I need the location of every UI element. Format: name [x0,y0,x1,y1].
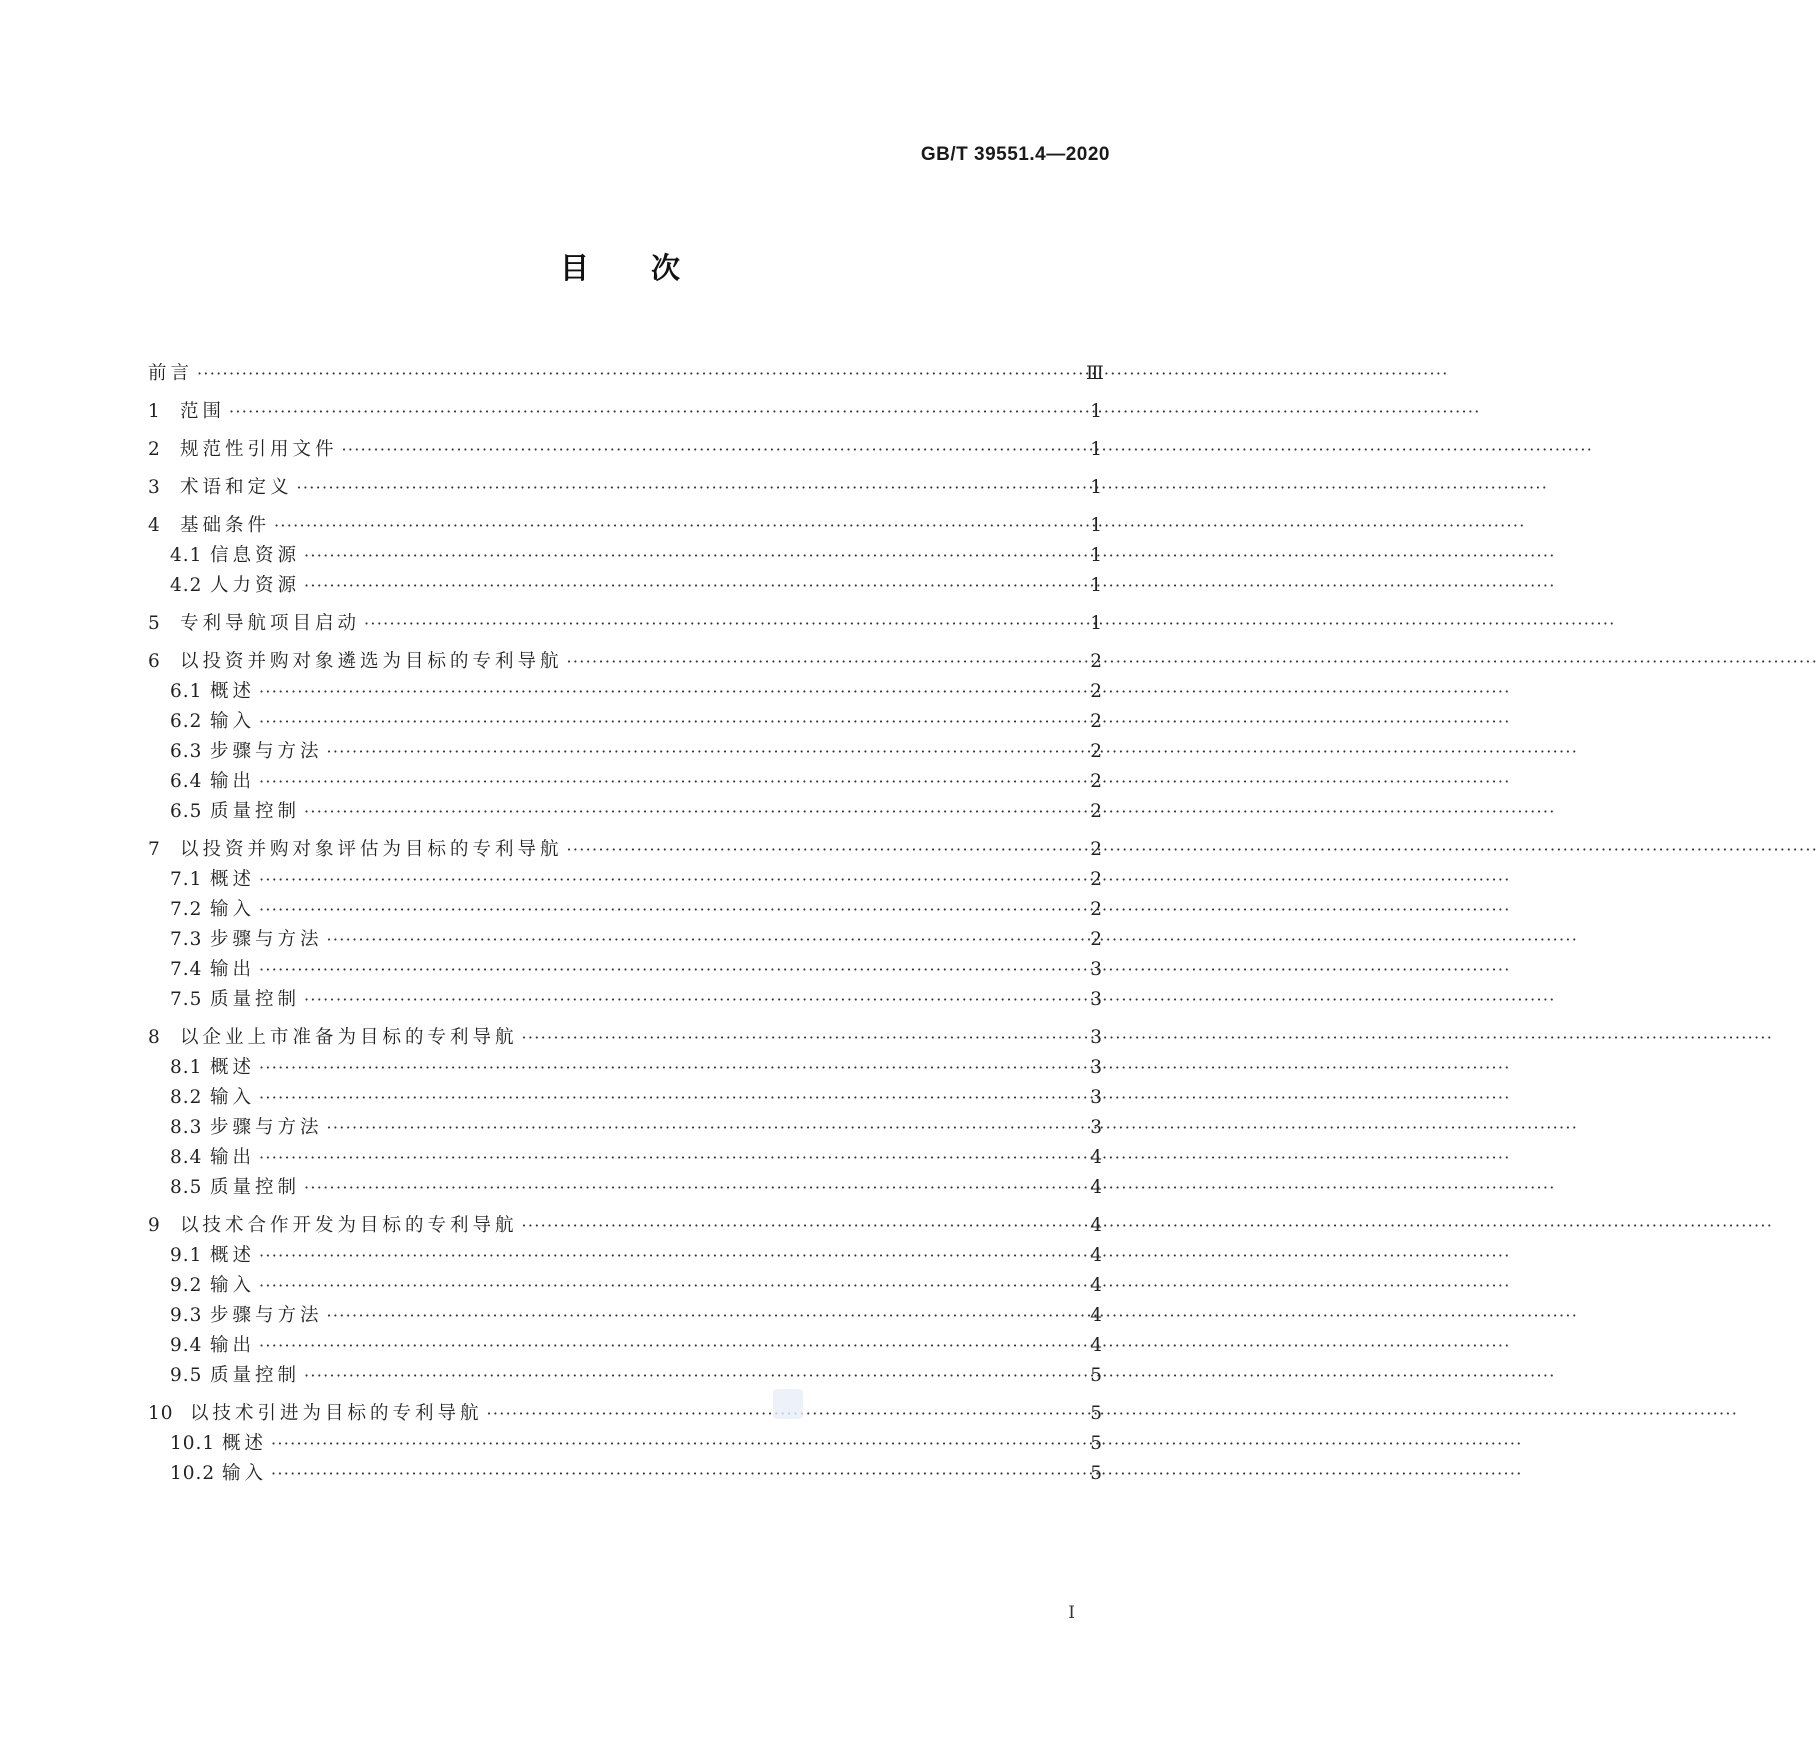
toc-entry-number: 6 [148,651,161,672]
toc-entry-page: 4 [1090,1147,1102,1168]
toc-leader-dots [259,868,1082,892]
toc-entry-label: 输入 [222,1463,268,1484]
toc-entry-page: 3 [1090,1027,1102,1048]
toc-entry[interactable] [148,1146,1102,1170]
toc-entry-page: 5 [1090,1463,1102,1484]
toc-leader-dots [259,898,1082,922]
toc-entry[interactable] [148,1402,1102,1426]
toc-entry[interactable] [148,362,1102,386]
toc-entry-label: 以投资并购对象评估为目标的专利导航 [180,839,563,860]
toc-entry-label: 质量控制 [210,1177,301,1198]
toc-entry-label: 概述 [210,1057,256,1078]
toc-entry-label: 概述 [210,869,256,890]
toc-entry-number: 3 [148,477,161,498]
toc-entry[interactable] [148,1274,1102,1298]
toc-entry[interactable] [148,514,1102,538]
toc-entry-label: 输出 [210,771,256,792]
toc-entry-page: 2 [1090,651,1102,672]
toc-entry[interactable] [148,438,1102,462]
toc-entry-number: 7.4 [170,959,203,980]
toc-entry-label: 步骤与方法 [210,1117,323,1138]
toc-entry-label: 输入 [210,711,256,732]
toc-entry-number: 7.3 [170,929,203,950]
toc-entry-number: 4.1 [170,545,203,566]
watermark-logo [773,1389,803,1419]
toc-entry-page: 4 [1090,1335,1102,1356]
toc-entry-page: 1 [1090,515,1102,536]
toc-entry[interactable] [148,958,1102,982]
toc-entry-number: 1 [148,401,161,422]
toc-entry-page: 2 [1090,771,1102,792]
toc-entry-page: 3 [1090,1087,1102,1108]
toc-entry[interactable] [148,1176,1102,1200]
toc-entry-number: 8.2 [170,1087,203,1108]
toc-entry-page: 2 [1090,711,1102,732]
toc-entry-label: 以企业上市准备为目标的专利导航 [180,1027,518,1048]
toc-entry-label: 规范性引用文件 [180,439,338,460]
toc-entry[interactable] [148,838,1102,862]
toc-entry-page: Ⅲ [1086,363,1104,384]
toc-entry[interactable] [148,1364,1102,1388]
toc-entry[interactable] [148,800,1102,824]
toc-entry-page: 5 [1090,1365,1102,1386]
toc-entry[interactable] [148,1056,1102,1080]
toc-entry-page: 2 [1090,869,1102,890]
toc-entry-page: 4 [1090,1305,1102,1326]
toc-leader-dots [342,438,1082,462]
page-title: 目次 [559,251,742,285]
toc-entry-number: 7.1 [170,869,203,890]
toc-entry-number: 8.4 [170,1147,203,1168]
toc-entry-page: 4 [1090,1245,1102,1266]
toc-leader-dots [304,1364,1082,1388]
toc-entry-number: 6.5 [170,801,203,822]
toc-entry[interactable] [148,400,1102,424]
toc-entry-label: 步骤与方法 [210,929,323,950]
toc-entry-label: 质量控制 [210,801,301,822]
toc-leader-dots [259,1086,1082,1110]
toc-entry-number: 8.5 [170,1177,203,1198]
toc-entry-page: 4 [1090,1177,1102,1198]
toc-entry-number: 9 [148,1215,161,1236]
toc-entry-number: 9.4 [170,1335,203,1356]
toc-entry-number: 9.2 [170,1275,203,1296]
toc-entry-page: 2 [1090,929,1102,950]
toc-leader-dots [304,1176,1082,1200]
toc-entry-number: 7.2 [170,899,203,920]
toc-entry-page: 2 [1090,681,1102,702]
toc-leader-dots [259,710,1082,734]
toc-entry[interactable] [148,1432,1102,1456]
toc-entry-number: 6.4 [170,771,203,792]
page-number: I [1068,1603,1075,1623]
toc-entry-page: 3 [1090,959,1102,980]
toc-entry[interactable] [148,476,1102,500]
toc-entry-number: 10.2 [170,1463,216,1484]
toc-entry-number: 8.3 [170,1117,203,1138]
toc-leader-dots [259,1334,1082,1358]
toc-entry-page: 3 [1090,1117,1102,1138]
toc-entry-label: 以投资并购对象遴选为目标的专利导航 [180,651,563,672]
toc-entry-number: 9.3 [170,1305,203,1326]
table-of-contents [148,362,1102,1486]
toc-entry-label: 以技术合作开发为目标的专利导航 [180,1215,518,1236]
toc-entry-page: 1 [1090,439,1102,460]
toc-entry-label: 输出 [210,959,256,980]
toc-entry-label: 术语和定义 [180,477,293,498]
toc-entry-page: 5 [1090,1433,1102,1454]
toc-entry[interactable] [148,898,1102,922]
toc-entry[interactable] [148,1214,1102,1238]
toc-entry-number: 2 [148,439,161,460]
toc-entry[interactable] [148,544,1102,568]
toc-entry[interactable] [148,770,1102,794]
toc-entry-label: 概述 [210,1245,256,1266]
toc-leader-dots [522,1214,1082,1238]
toc-leader-dots [364,612,1082,636]
toc-leader-dots [259,680,1082,704]
toc-leader-dots [327,928,1082,952]
toc-leader-dots [259,1244,1082,1268]
toc-entry[interactable] [148,650,1102,674]
toc-entry-label: 输出 [210,1147,256,1168]
toc-entry[interactable] [148,1026,1102,1050]
toc-leader-dots [304,574,1082,598]
toc-entry[interactable] [148,710,1102,734]
toc-entry-label: 输入 [210,1275,256,1296]
toc-leader-dots [259,770,1082,794]
toc-entry[interactable] [148,740,1102,764]
toc-leader-dots [327,1116,1082,1140]
toc-entry-page: 3 [1090,1057,1102,1078]
toc-entry[interactable] [148,1304,1102,1328]
toc-entry[interactable] [148,1462,1102,1486]
toc-entry-number: 6.3 [170,741,203,762]
toc-leader-dots [229,400,1082,424]
toc-entry-number: 4.2 [170,575,203,596]
toc-entry[interactable] [148,574,1102,598]
toc-leader-dots [327,1304,1082,1328]
toc-entry[interactable] [148,1334,1102,1358]
toc-entry-label: 质量控制 [210,989,301,1010]
toc-leader-dots [271,1462,1082,1486]
toc-leader-dots [259,958,1082,982]
toc-leader-dots [271,1432,1082,1456]
toc-entry[interactable] [148,1244,1102,1268]
toc-leader-dots [259,1056,1082,1080]
toc-entry-page: 5 [1090,1403,1102,1424]
toc-entry-label: 质量控制 [210,1365,301,1386]
toc-entry-label: 专利导航项目启动 [180,613,361,634]
toc-entry-page: 2 [1090,741,1102,762]
toc-entry-label: 步骤与方法 [210,1305,323,1326]
toc-entry-page: 2 [1090,801,1102,822]
toc-leader-dots [297,476,1082,500]
toc-entry-number: 5 [148,613,161,634]
toc-entry-label: 人力资源 [210,575,301,596]
toc-leader-dots [304,800,1082,824]
toc-entry-label: 输入 [210,899,256,920]
toc-entry-label: 概述 [222,1433,268,1454]
toc-entry-label: 概述 [210,681,256,702]
toc-leader-dots [259,1146,1082,1170]
toc-leader-dots [567,838,1082,862]
toc-entry-number: 8.1 [170,1057,203,1078]
toc-entry[interactable] [148,612,1102,636]
toc-entry-page: 1 [1090,575,1102,596]
toc-entry-number: 10 [148,1403,174,1424]
toc-entry-label: 输出 [210,1335,256,1356]
toc-entry[interactable] [148,1116,1102,1140]
toc-entry-page: 1 [1090,477,1102,498]
toc-entry-label: 前言 [148,363,194,384]
toc-entry-label: 步骤与方法 [210,741,323,762]
toc-entry-page: 1 [1090,545,1102,566]
toc-entry-number: 7 [148,839,161,860]
toc-entry-label: 信息资源 [210,545,301,566]
toc-entry-number: 10.1 [170,1433,216,1454]
toc-entry-label: 范围 [180,401,226,422]
toc-leader-dots [304,988,1082,1012]
toc-entry-label: 以技术引进为目标的专利导航 [190,1403,483,1424]
toc-leader-dots [259,1274,1082,1298]
toc-entry-number: 6.1 [170,681,203,702]
toc-entry-label: 基础条件 [180,515,271,536]
toc-entry-page: 1 [1090,401,1102,422]
toc-entry-label: 输入 [210,1087,256,1108]
toc-entry[interactable] [148,868,1102,892]
toc-entry-number: 6.2 [170,711,203,732]
toc-entry-page: 2 [1090,839,1102,860]
toc-leader-dots [327,740,1082,764]
toc-entry[interactable] [148,928,1102,952]
toc-entry-number: 9.1 [170,1245,203,1266]
toc-entry[interactable] [148,680,1102,704]
toc-entry-page: 1 [1090,613,1102,634]
toc-entry-page: 4 [1090,1275,1102,1296]
toc-leader-dots [197,362,1082,386]
toc-entry-number: 8 [148,1027,161,1048]
toc-entry-page: 2 [1090,899,1102,920]
toc-entry[interactable] [148,988,1102,1012]
toc-entry-number: 4 [148,515,161,536]
standard-code: GB/T 39551.4—2020 [920,144,1110,165]
toc-leader-dots [304,544,1082,568]
toc-leader-dots [522,1026,1082,1050]
toc-entry-page: 3 [1090,989,1102,1010]
toc-entry-page: 4 [1090,1215,1102,1236]
toc-entry-number: 7.5 [170,989,203,1010]
toc-leader-dots [567,650,1082,674]
toc-leader-dots [274,514,1082,538]
toc-entry-number: 9.5 [170,1365,203,1386]
toc-entry[interactable] [148,1086,1102,1110]
